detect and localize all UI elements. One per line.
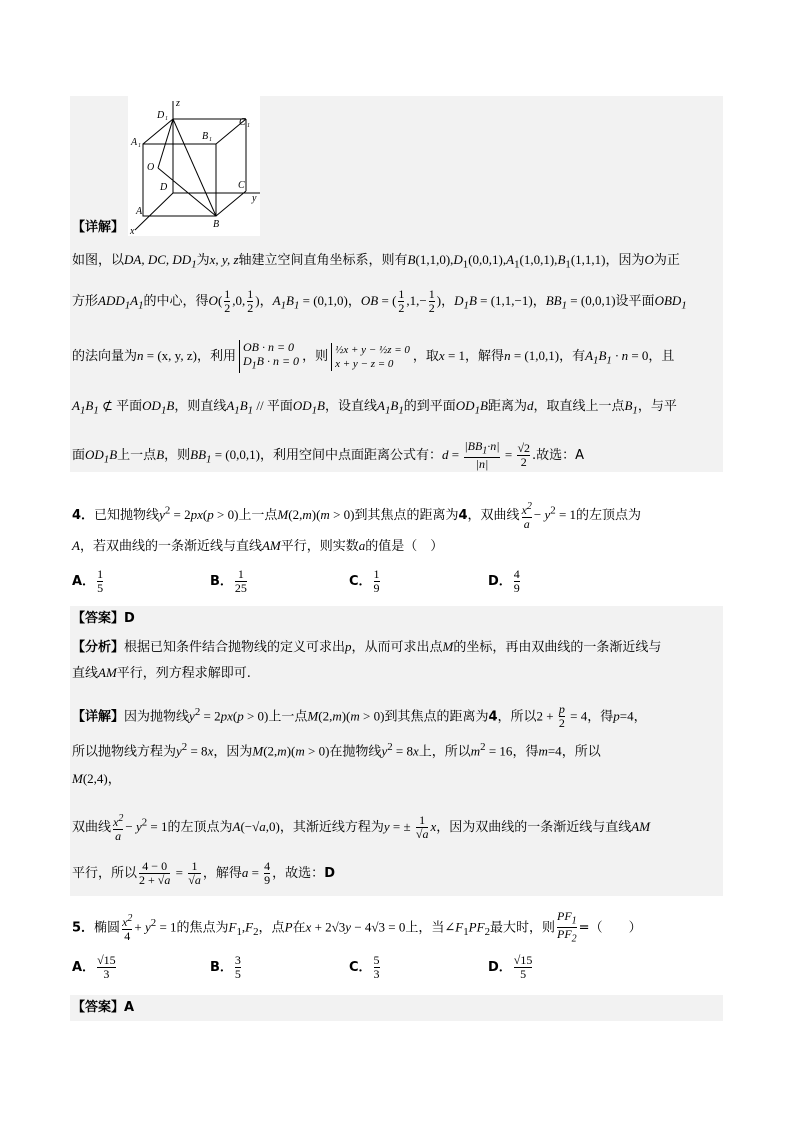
- q3-line-5: 面$OD_1B$上一点B，则$BB_1 = (0,0,1)$，利用空间中点面距离公式有：d = $\frac{|BB_1\cdot n|}{|n|}$ = $\frac{√2}{2}$ .故选：A: [72, 439, 585, 472]
- question-5-stem: 5．椭圆 $\frac{x^2}{4}$ + $y^2 = 1$的焦点为$F_1,F_2$，点P在x + 2√3y − 4√3 = 0上，当$\angle F_1PF_2$最大时，则 $\frac{PF_1}{PF_2}$ =（ ）: [72, 909, 642, 945]
- q4-detail-3: M(2,4)，: [72, 771, 121, 787]
- vertex-label-d1-sub: 1: [165, 116, 168, 122]
- q4-option-c[interactable]: C． $\frac{1}{9}$: [349, 567, 380, 595]
- detail-label: 【详解】: [72, 220, 125, 235]
- q4-detail-2: 所以抛物线方程为$y^2 = 8x$，因为M(2,m)(m > 0)在抛物线$y^2 = 8x$上，所以$m^2 = 16$，得m=4，所以: [72, 741, 601, 760]
- axis-label-x: x: [130, 226, 135, 236]
- vertex-label-b: B: [213, 219, 220, 230]
- vertex-label-c1-sub: 1: [247, 123, 250, 129]
- q5-option-a[interactable]: A． $\frac{√15}{3}$: [72, 953, 116, 981]
- q3-line-3: 的法向量为n = (x, y, z)，利用 OB · n = 0 $D_1B \cdot n = 0$ ，则 ½x + y − ½z = 0 x + y − z = 0 ，取x = 1，解得n = (1,0,1)，有$A_1B_1 \cdot n = 0$，且: [72, 340, 675, 372]
- answer-band-q5: [70, 995, 723, 1021]
- vertex-label-b1-sub: 1: [209, 137, 212, 143]
- q3-line-4: $A_1B_1$ ⊄ 平面$OD_1B$，则直线$A_1B_1$ // 平面$OD_1B$，设直线$A_1B_1$的到平面$OD_1B$距离为d，取直线上一点$B_1$，与平: [72, 398, 677, 417]
- axis-label-z: z: [176, 98, 180, 109]
- q4-detail-5: 平行，所以 $\frac{4 - 0}{2 + √a}$ = $\frac{1}{√a}$ ，解得a = $\frac{4}{9}$ ，故选：D: [72, 859, 335, 887]
- vertex-label-b1: B: [202, 131, 209, 142]
- q3-line-1: 如图，以DA, DC, $DD_1$为x, y, z轴建立空间直角坐标系，则有$B(1,1,0),D_1(0,0,1),A_1(1,0,1),B_1(1,1,1)$，因为O为正: [72, 252, 680, 271]
- vertex-label-a1-sub: 1: [138, 143, 141, 149]
- cube-figure: [128, 96, 260, 236]
- q5-answer: 【答案】A: [72, 1000, 135, 1015]
- vertex-label-a: A: [136, 206, 143, 217]
- q4-analysis-1: 【分析】根据已知条件结合抛物线的定义可求出p，从而可求出点M的坐标，再由双曲线的一条渐近线与: [72, 639, 662, 655]
- q4-option-a[interactable]: A． $\frac{1}{5}$: [72, 567, 104, 595]
- q4-answer: 【答案】D: [72, 611, 135, 626]
- q5-option-b[interactable]: B． $\frac{3}{5}$: [210, 953, 241, 981]
- vertex-label-a1: A: [131, 137, 138, 148]
- q4-option-d[interactable]: D． $\frac{4}{9}$: [488, 567, 520, 595]
- question-4-stem-2: A，若双曲线的一条渐近线与直线AM平行，则实数a的值是（ ）: [72, 538, 444, 554]
- q4-detail-1: 【详解】因为抛物线$y^2 = 2px(p > 0)$上一点M(2,m)(m > 0)到其焦点的距离为4，所以2 + $\frac{p}{2}$ = 4，得p=4，: [72, 702, 647, 731]
- vertex-label-c: C: [238, 180, 245, 191]
- q5-option-d[interactable]: D． $\frac{√15}{5}$: [488, 953, 533, 981]
- q3-line-2: 方形$ADD_1A_1$的中心，得O( $\frac{1}{2}$ ,0, $\frac{1}{2}$ )，$A_1B_1 = (0,1,0)$，OB = ( $\frac{1}{2}$ ,1,− $\frac{1}{2}$ )，$D_1B = (1,1,-1)$，$BB_1 = (0,0,1)$设平面$OBD_1$: [72, 287, 687, 315]
- q4-option-b[interactable]: B． $\frac{1}{25}$: [210, 567, 247, 595]
- q5-option-c[interactable]: C． $\frac{5}{3}$: [349, 953, 380, 981]
- vertex-label-d1: D: [157, 110, 165, 121]
- vertex-label-c1: C: [239, 117, 246, 128]
- vertex-label-d: D: [160, 182, 168, 193]
- question-4-stem-1: 4．已知抛物线$y^2 = 2px(p > 0)$上一点M(2,m)(m > 0)到其焦点的距离为4，双曲线 $\frac{x^2}{a}$ − $y^2 = 1$的左顶点为: [72, 501, 642, 531]
- point-label-o: O: [147, 162, 155, 173]
- axis-label-y: y: [252, 193, 257, 204]
- q4-analysis-2: 直线AM平行，列方程求解即可.: [72, 665, 251, 681]
- q4-detail-4: 双曲线 $\frac{x^2}{a}$ − $y^2 = 1$的左顶点为A(−√a,0)，其渐近线方程为y = ± $\frac{1}{√a}$ x，因为双曲线的一条渐近线与直线AM: [72, 813, 651, 843]
